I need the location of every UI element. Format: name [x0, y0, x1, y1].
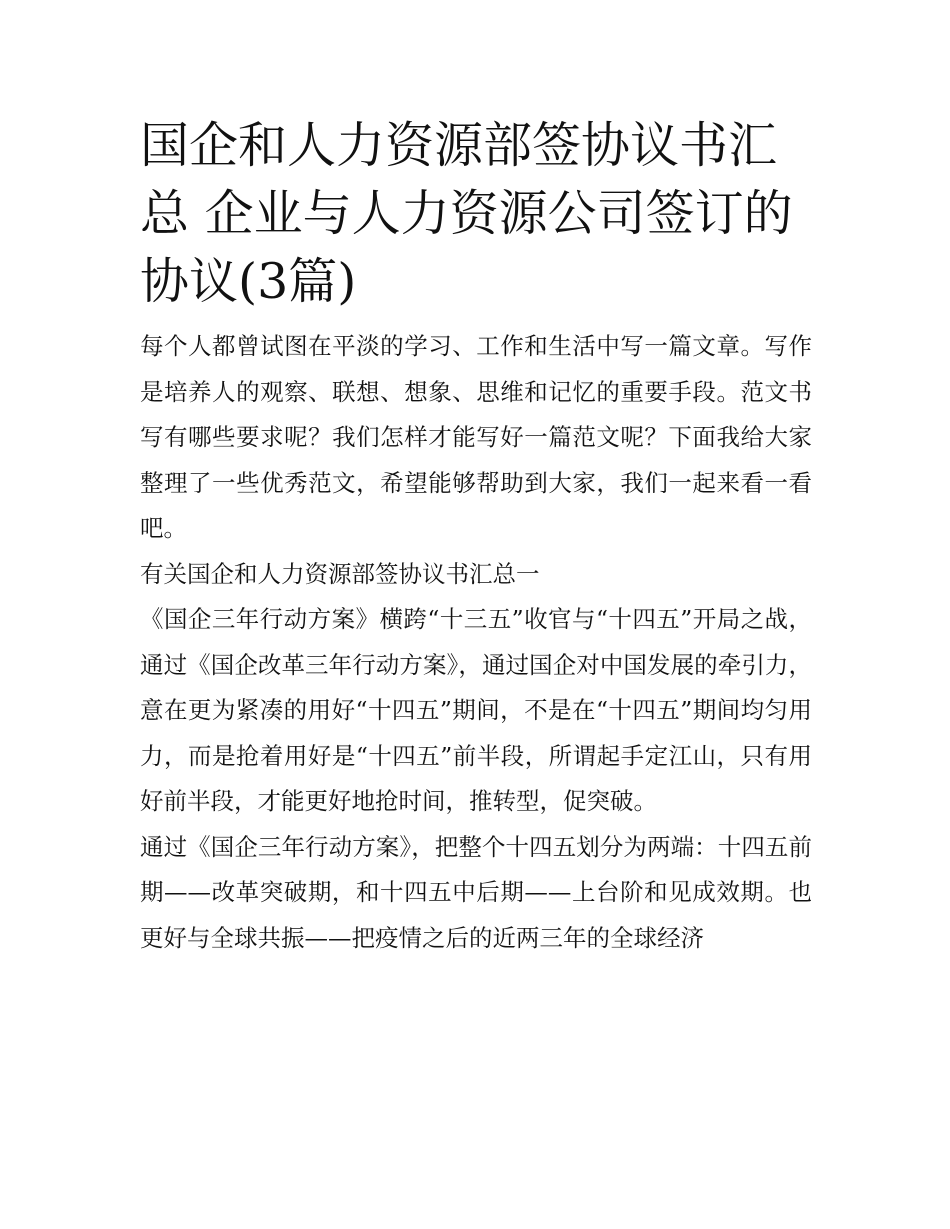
body-paragraph: 《国企三年行动方案》横跨“十三五”收官与“十四五”开局之战，通过《国企改革三年行动方案》，通过国企对中国发展的牵引力，意在更为紧凑的用好“十四五”期间，不是在“十四五”期间均匀用力，而是抢着用好是“十四五”前半段，所谓起手定江山，只有用好前半段，才能更好地抢时间，推转型，促突破。: [140, 605, 812, 815]
section-heading: 有关国企和人力资源部签协议书汇总一: [140, 559, 540, 588]
intro-paragraph: 每个人都曾试图在平淡的学习、工作和生活中写一篇文章。写作是培养人的观察、联想、想象、思维和记忆的重要手段。范文书写有哪些要求呢？我们怎样才能写好一篇范文呢？下面我给大家整理了一些优秀范文，希望能够帮助到大家，我们一起来看一看吧。: [140, 332, 812, 542]
document-title: 国企和人力资源部签协议书汇总 企业与人力资源公司签订的协议(3篇): [140, 117, 793, 310]
body-paragraph: 通过《国企三年行动方案》，把整个十四五划分为两端：十四五前期——改革突破期，和十四五中后期——上台阶和见成效期。也更好与全球共振——把疫情之后的近两三年的全球经济: [140, 832, 812, 952]
document-body: [140, 112, 812, 961]
